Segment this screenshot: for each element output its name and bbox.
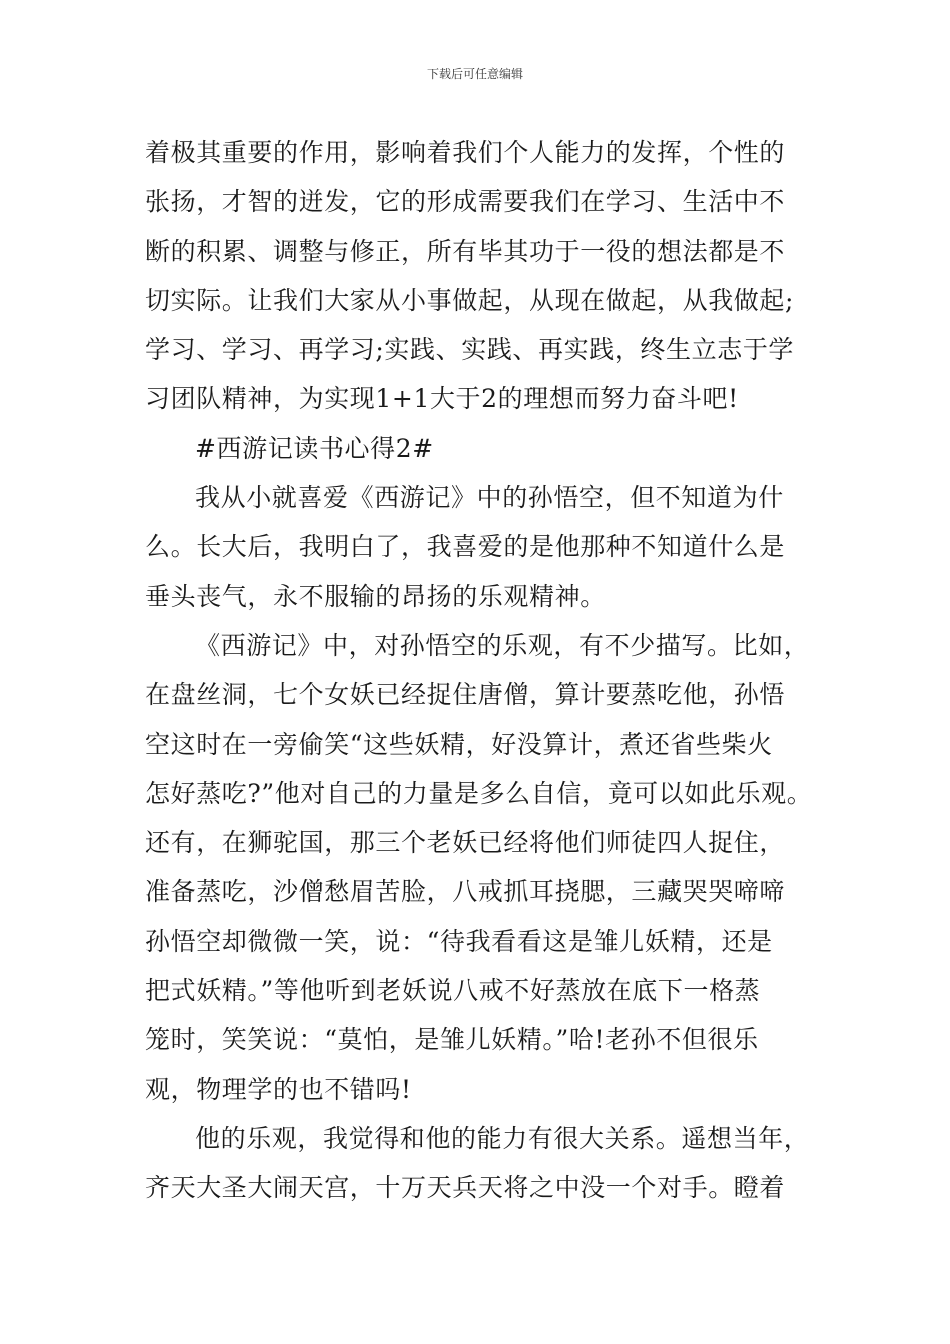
text-line: 怎好蒸吃?”他对自己的力量是多么自信，竟可以如此乐观。 [145, 778, 813, 808]
page-header: 下载后可任意编辑 [426, 67, 523, 81]
text-line: 笼时，笑笑说：“莫怕，是雏儿妖精。”哈!老孙不但很乐 [145, 1025, 759, 1055]
text-line: 习团队精神，为实现1+1大于2的理想而努力奋斗吧! [145, 384, 739, 414]
text-line: 空这时在一旁偷笑“这些妖精，好没算计，煮还省些柴火 [145, 729, 773, 759]
text-line: 切实际。让我们大家从小事做起，从现在做起，从我做起; [145, 285, 795, 315]
text-line: 么。长大后，我明白了，我喜爱的是他那种不知道什么是 [145, 532, 786, 562]
text-line: 他的乐观，我觉得和他的能力有很大关系。遥想当年， [195, 1123, 810, 1153]
text-line: 断的积累、调整与修正，所有毕其功于一役的想法都是不 [145, 236, 786, 266]
text-line: 学习、学习、再学习;实践、实践、再实践，终生立志于学 [145, 335, 795, 365]
text-line: 把式妖精。”等他听到老妖说八戒不好蒸放在底下一格蒸 [145, 976, 761, 1006]
text-line: 孙悟空却微微一笑，说：“待我看看这是雏儿妖精，还是 [145, 926, 773, 956]
text-line: 准备蒸吃，沙僧愁眉苦脸，八戒抓耳挠腮，三藏哭哭啼啼 [145, 877, 786, 907]
section-heading: #西游记读书心得2# [195, 433, 434, 463]
text-line: 《西游记》中，对孙悟空的乐观，有不少描写。比如， [195, 630, 810, 660]
text-line: 我从小就喜爱《西游记》中的孙悟空，但不知道为什 [195, 483, 784, 513]
text-line: 齐天大圣大闹天宫，十万天兵天将之中没一个对手。瞪着 [145, 1173, 786, 1203]
text-line: 垂头丧气，永不服输的昂扬的乐观精神。 [145, 581, 606, 611]
text-line: 观，物理学的也不错吗! [145, 1074, 412, 1104]
text-line: 还有，在狮驼国，那三个老妖已经将他们师徒四人捉住， [145, 828, 786, 858]
text-line: 张扬，才智的迸发，它的形成需要我们在学习、生活中不 [145, 187, 786, 217]
text-line: 在盘丝洞，七个女妖已经捉住唐僧，算计要蒸吃他，孙悟 [145, 680, 786, 710]
text-line: 着极其重要的作用，影响着我们个人能力的发挥，个性的 [145, 138, 786, 167]
document-body [145, 128, 813, 1213]
